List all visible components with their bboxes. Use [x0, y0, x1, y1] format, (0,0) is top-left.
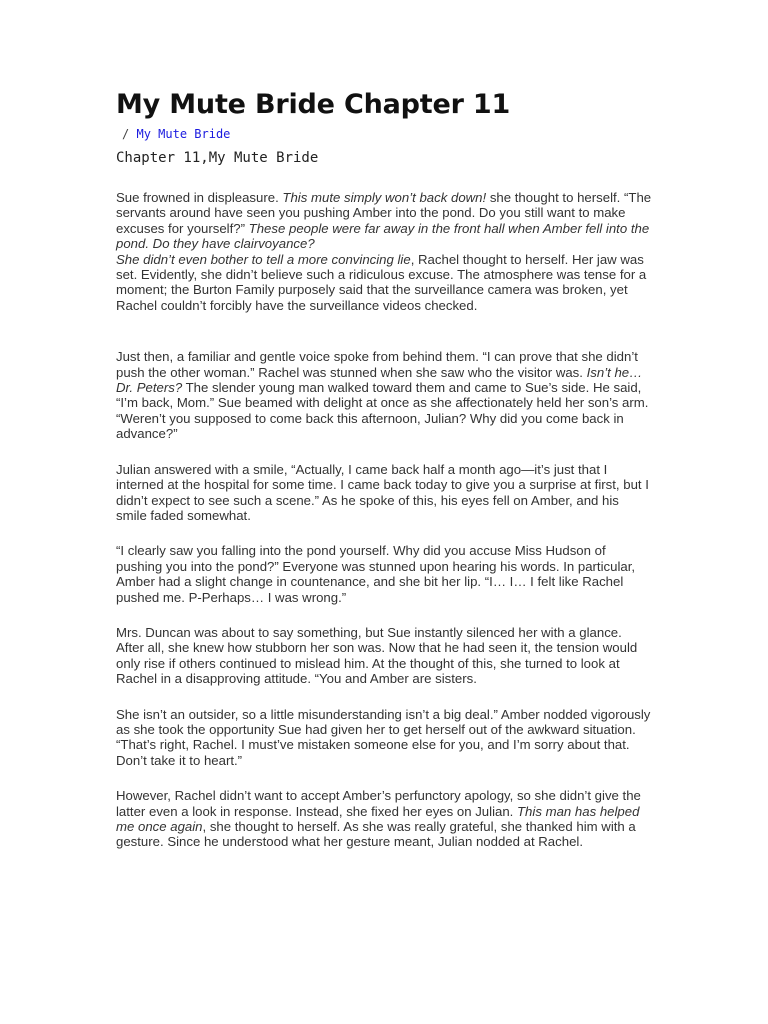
- story-paragraph: [116, 543, 652, 605]
- chapter-subtitle: Chapter 11,My Mute Bride: [116, 150, 319, 166]
- italic-thought-text: This man has helped me once again: [116, 803, 640, 834]
- italic-thought-text: These people were far away in the front hall when Amber fell into the pond. Do they have clairvoyance?: [116, 220, 650, 252]
- story-paragraph: [116, 707, 652, 769]
- breadcrumb: [116, 126, 652, 142]
- story-paragraph: [116, 788, 652, 850]
- paragraph-text: However, Rachel didn’t want to accept Amber’s perfunctory apology, so she didn’t give the latter even a look in response. Instead, she fixed her eyes on Julian.: [116, 788, 641, 819]
- italic-thought-text: She didn’t even bother to tell a more convincing lie: [116, 251, 411, 267]
- page-title: My Mute Bride Chapter 11: [116, 89, 511, 120]
- story-paragraph: [116, 349, 652, 441]
- paragraph-text: Julian answered with a smile, “Actually, I came back half a month ago—it’s just that I interned at the hospital for some time. I came back today to give you a surprise at first, but I didn’t expect to see such a scene.” As he spoke of this, his eyes fell on Amber, and his smile faded somewhat.: [116, 461, 649, 523]
- paragraph-text: she thought to herself. “The servants around have seen you pushing Amber into the pond. Do you still want to make excuses for yourself?”: [116, 190, 652, 236]
- paragraph-text: , she thought to herself. As she was really grateful, she thanked him with a gesture. Since he understood what her gesture meant, Julian nodded at Rachel.: [116, 819, 636, 850]
- breadcrumb-link-series[interactable]: My Mute Bride: [136, 127, 231, 141]
- story-body: [116, 190, 652, 850]
- paragraph-text: She isn’t an outsider, so a little misunderstanding isn’t a big deal.” Amber nodded vigorously as she took the opportunity Sue had given her to get herself out of the awkward situation. “That’s right, Rachel. I must’ve mistaken someone else for you, and I’m sorry about that. Don’t take it to heart.”: [116, 706, 651, 768]
- paragraph-text: Mrs. Duncan was about to say something, but Sue instantly silenced her with a glance. After all, she knew how stubborn her son was. Now that he had seen it, the tension would only rise if others continued to mislead him. At the thought of this, she turned to look at Rachel in a disapproving attitude. “You and Amber are sisters.: [116, 624, 638, 687]
- story-paragraph: [116, 462, 652, 524]
- italic-thought-text: This mute simply won’t back down!: [282, 190, 487, 205]
- italic-thought-text: Isn’t he… Dr. Peters?: [116, 364, 643, 396]
- paragraph-text: “I clearly saw you falling into the pond yourself. Why did you accuse Miss Hudson of pushing you into the pond?” Everyone was stunned upon hearing his words. In particular, Amber had a slight change in countenance, and she bit her lip. “I… I… I felt like Rachel pushed me. P-Perhaps… I was wrong.”: [116, 543, 636, 605]
- paragraph-text: , Rachel thought to herself. Her jaw was set. Evidently, she didn’t believe such a ridiculous excuse. The atmosphere was tense for a moment; the Burton Family purposely said that the surveillance camera was broken, yet Rachel couldn’t forcibly have the surveillance videos checked.: [116, 251, 647, 313]
- story-paragraph: [116, 625, 652, 687]
- paragraph-text: Just then, a familiar and gentle voice spoke from behind them. “I can prove that she didn’t push the other woman.” Rachel was stunned when she saw who the visitor was.: [116, 349, 638, 380]
- article: [116, 88, 652, 870]
- breadcrumb-separator: /: [122, 127, 130, 141]
- story-paragraph: [116, 190, 652, 313]
- paragraph-text: The slender young man walked toward them and came to Sue’s side. He said, “I’m back, Mom.” Sue beamed with delight at once as she affectionately held her son’s arm. “Weren’t you supposed to come back this afternoon, Julian? Why did you come back in advance?”: [116, 380, 649, 442]
- paragraph-text: Sue frowned in displeasure.: [116, 190, 283, 205]
